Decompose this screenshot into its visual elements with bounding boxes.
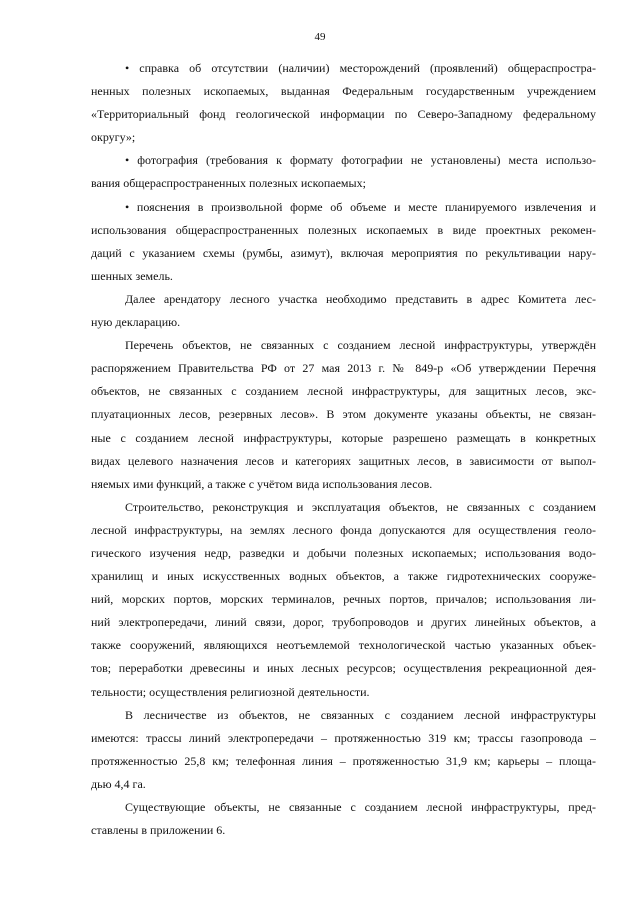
text-line: В лесничестве из объектов, не связанных с созданием лесной инфраструктуры: [125, 707, 596, 722]
paragraph-forestry-objects: [91, 704, 596, 796]
text-line: дью 4,4 га.: [91, 776, 146, 791]
text-line: плуатационных лесов, резервных лесов». В этом документе указаны объекты, не связан-: [91, 407, 596, 422]
text-line: • фотография (требования к формату фотографии не установлены) места использо-: [125, 153, 596, 168]
text-line: тельности; осуществления религиозной деятельности.: [91, 684, 370, 699]
text-line: • справка об отсутствии (наличии) месторождений (проявлений) общераспростра-: [125, 61, 596, 75]
text-line: гического изучения недр, разведки и добычи полезных ископаемых; использования водо-: [91, 545, 596, 560]
text-line: видах целевого назначения лесов и категориях защитных лесов, в зависимости от выпол-: [91, 453, 596, 468]
text-line: шенных земель.: [91, 268, 173, 283]
text-line: использования общераспространенных полезных ископаемых в виде проектных рекомен-: [91, 222, 596, 237]
text-line: объектов, не связанных с созданием лесной инфраструктуры, для защитных лесов, экс-: [91, 384, 596, 399]
paragraph-object-list: [91, 334, 596, 496]
text-line: ненных полезных ископаемых, выданная Федеральным государственным учреждением: [91, 84, 596, 99]
text-line: хранилищ и иных искусственных водных объектов, а также гидротехнических сооруже-: [91, 569, 596, 584]
text-line: ставлены в приложении 6.: [91, 823, 226, 838]
page-body: [91, 57, 596, 842]
text-line: Строительство, реконструкция и эксплуатация объектов, не связанных с созданием: [125, 499, 596, 514]
text-line: даций с указанием схемы (румбы, азимут), включая мероприятия по рекультивации нару-: [91, 245, 596, 260]
text-line: • пояснения в произвольной форме об объеме и месте планируемого извлечения и: [125, 199, 596, 214]
text-line: округу»;: [91, 130, 136, 145]
text-line: ний электропередачи, линий связи, дорог, трубопроводов и других линейных объектов, а: [91, 615, 596, 630]
page-number: 49: [314, 31, 326, 43]
text-line: протяженностью 25,8 км; телефонная линия – протяженностью 31,9 км; карьеры – площа-: [91, 753, 596, 768]
text-line: ные с созданием лесной инфраструктуры, которые разрешено размещать в конкретных: [91, 430, 596, 445]
text-line: Далее арендатору лесного участка необходимо представить в адрес Комитета лес-: [125, 291, 596, 306]
text-line: «Территориальный фонд геологической информации по Северо-Западному федеральному: [91, 107, 596, 122]
text-line: также сооружений, являющихся неотъемлемой технологической частью указанных объек-: [91, 638, 596, 653]
bullet-paragraph-certificate: [91, 57, 596, 149]
text-line: лесной инфраструктуры, на землях лесного фонда допускаются для осуществления геоло-: [91, 522, 596, 537]
text-line: распоряжением Правительства РФ от 27 мая 2013 г. № 849-р «Об утверждении Перечня: [91, 361, 596, 376]
bullet-paragraph-explanations: [91, 196, 596, 288]
text-line: ний, морских портов, морских терминалов, речных портов, причалов; использования ли-: [91, 592, 596, 607]
text-line: вания общераспространенных полезных ископаемых;: [91, 176, 366, 191]
text-line: Существующие объекты, не связанные с созданием лесной инфраструктуры, пред-: [125, 800, 596, 814]
paragraph-existing-objects: [91, 796, 596, 842]
text-line: няемых ими функций, а также с учётом вида использования лесов.: [91, 476, 433, 491]
text-line: ную декларацию.: [91, 315, 181, 330]
paragraph-declaration: [91, 288, 596, 334]
text-line: имеются: трассы линий электропередачи – протяженностью 319 км; трассы газопровода –: [91, 730, 596, 745]
bullet-paragraph-photo: [91, 149, 596, 195]
text-line: Перечень объектов, не связанных с созданием лесной инфраструктуры, утверждён: [125, 338, 596, 353]
text-line: тов; переработки древесины и иных лесных ресурсов; осуществления рекреационной дея-: [91, 661, 596, 676]
paragraph-construction: [91, 496, 596, 704]
